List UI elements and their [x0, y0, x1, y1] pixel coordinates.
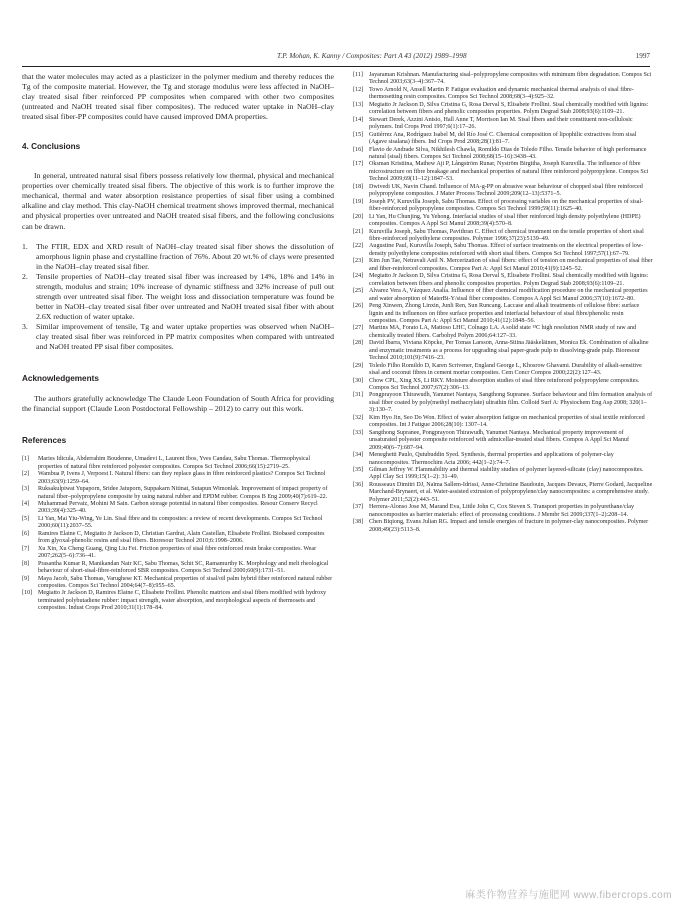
- reference-text: Herrera-Alonso Jose M, Marand Eva, Little John C, Cox Steven S. Transport properties in polyurethane/clay nanocomposites as barrier materials: effect of processing conditions. J Membr Sci 2009;337(1–2):208–14.: [369, 504, 635, 518]
- reference-text: Maries Idicula, Abderrahim Boudenne, Umadevi L, Laurent Ibos, Yves Candau, Sabu Thomas. Thermophysical properties of natural fibre reinforced polyester composites. Compos Sci Technol 2006;66(15):2719–25.: [38, 456, 311, 470]
- reference-entry: [22, 546, 334, 561]
- reference-text: Megiatto Jr Jackson D, Silva Cristina G, Rosa Derval S, Elisabete Frollini. Sisal chemically modified with lignins: correlation between fibers and phenolic composites properties. Polym Degrad Stab 2008;93(6):1109–21.: [369, 273, 649, 287]
- reference-text: Alvarez Vera A, Vázquez Analía. Influence of fiber chemical modification procedure on the mechanical properties and water absorption of MaterBi-Y/sisal fiber composites. Compos A Appl Sci Manuf 2006;37(10):1672–80.: [369, 288, 648, 302]
- reference-entry: [353, 273, 653, 288]
- reference-number: [14]: [353, 116, 364, 123]
- reference-text: Peng Xinwen, Zhong Linxin, Junli Ren, Sun Runcang. Laccase and alkali treatments of cellulose fibre: surface lignin and its influences on fibre surface properties and interfacial behaviour of sisal fibre/phenolic resin composites. Compos Part A: Appl Sci Manuf 2010;41(12):1848–56.: [369, 303, 640, 324]
- reference-entry: [22, 531, 334, 546]
- reference-entry: [353, 378, 653, 393]
- reference-entry: [353, 415, 653, 430]
- reference-entry: [353, 87, 653, 102]
- reference-entry: [22, 501, 334, 516]
- conclusion-item: [22, 272, 334, 322]
- reference-entry: [22, 486, 334, 501]
- reference-entry: [22, 576, 334, 591]
- conclusion-number: 1.: [22, 241, 28, 251]
- reference-number: [9]: [22, 575, 30, 582]
- reference-entry: [353, 102, 653, 117]
- reference-number: [8]: [22, 560, 30, 567]
- reference-number: [1]: [22, 456, 30, 463]
- reference-text: Prasantha Kumar R, Manikandan Nair KC, Sabu Thomas, Schit SC, Ramamurthy K. Morphology and melt rheological behaviour of short-sisal-fibre-reinforced SBR composites. Compos Sci Technol 2000;60(9):1731–51.: [38, 560, 329, 575]
- conclusion-item: [22, 322, 334, 352]
- reference-entry: [353, 519, 653, 534]
- reference-entry: [353, 392, 653, 414]
- reference-text: Gutiérrez Ana, Rodríguez Isabel M, del Río José C. Chemical composition of lipophilic extractives from sisal (Agave sisalana) fibers. Ind Crops Prod 2008;28(1):81–7.: [369, 131, 637, 146]
- reference-entry: [353, 214, 653, 229]
- reference-number: [19]: [353, 198, 364, 205]
- reference-number: [3]: [22, 486, 30, 493]
- reference-entry: [22, 590, 334, 612]
- reference-entry: [353, 258, 653, 273]
- reference-entry: [353, 340, 653, 362]
- reference-number: [15]: [353, 131, 364, 138]
- reference-number: [35]: [353, 467, 364, 474]
- reference-text: Pongprayoon Thirawudh, Yanumet Nantaya, Sangthong Supranee. Surface behaviour and film formation analysis of sisal fiber coated by poly(methyl methacrylate) ultrathin film. Colloid Surf A: Physiochem Eng Asp 2008; 320(1–3):130–7.: [369, 392, 653, 414]
- reference-number: [30]: [353, 377, 364, 384]
- reference-text: Stewart Derek, Azzini Anisio, Hall Anne T, Morrison Ian M. Sisal fibers and their constituent non-cellulosic polymers. Ind Crops Prod 1997;6(1):17–26.: [369, 116, 633, 131]
- reference-number: [36]: [353, 481, 364, 488]
- reference-number: [11]: [353, 72, 363, 78]
- reference-number: [16]: [353, 146, 364, 153]
- conclusions-heading: 4. Conclusions: [22, 142, 81, 152]
- reference-text: Toledo Filho Romildo D, Karen Scrivener, England George L, Khosrow Ghavami. Durability of alkali-sensitive sisal and coconut fibres in cement mortar composites. Cem Concr Compos 2000;22(2):127–43.: [369, 362, 642, 377]
- reference-entry: [353, 504, 653, 519]
- reference-number: [20]: [353, 213, 364, 220]
- reference-number: [29]: [353, 362, 364, 369]
- page-number: 1997: [635, 52, 650, 60]
- reference-entry: [353, 430, 653, 452]
- reference-text: Maya Jacob, Sabu Thomas, Varughese KT. Mechanical properties of sisal/oil palm hybrid fiber reinforced natural rubber composites. Compos Sci Technol 2004;64(7–8):955–65.: [38, 575, 333, 589]
- reference-number: [27]: [353, 325, 364, 332]
- reference-number: [6]: [22, 530, 30, 537]
- reference-entry: [353, 184, 653, 199]
- reference-text: Kuruvilla Joseph, Sabu Thomas, Pavithran C. Effect of chemical treatment on the tensile properties of short sisal fibre-reinforced polyethylene composites. Polymer 1996;37(23):5139–49.: [369, 228, 644, 242]
- reference-text: Joseph PV, Kuruvilla Joseph, Sabu Thomas. Effect of processing variables on the mechanical properties of sisal-fiber-reinforced polypropylene composites. Compos Sci Technol 1999;59(11):1625–40.: [369, 198, 644, 213]
- reference-entry: [22, 456, 334, 471]
- reference-number: [23]: [353, 258, 364, 265]
- watermark: 麻类作物营养与施肥网 www.fibercrops.com: [465, 890, 672, 901]
- conclusions-list: [22, 242, 334, 353]
- reference-number: [13]: [353, 101, 364, 108]
- reference-text: Wambua P, Ivens J, Verpoest I. Natural fibers: can they replace glass in fibre reinforced plastics? Compos Sci Technol 2003;63(9):1259–64.: [38, 471, 326, 485]
- conclusion-number: 2.: [22, 271, 28, 281]
- conclusion-item: [22, 242, 334, 272]
- reference-text: Rousseaux Dimitri DJ, Naïma Sallem-Idrissi, Anne-Christine Baudouin, Jacques Devaux, Pierre Godard, Jacqueline Marchand-Brynaert, et al. Water-assisted extrusion of polypropylene/clay nanocomposites: a comprehensive study. Polymer 2011;52(2):443–51.: [369, 481, 653, 503]
- reference-number: [28]: [353, 340, 364, 347]
- conclusion-number: 3.: [22, 321, 28, 331]
- reference-entry: [353, 482, 653, 504]
- reference-text: Meneghetti Paulo, Qutubuddin Syed. Synthesis, thermal properties and applications of polymer-clay nanocomposites. Thermochim Acta 2006; 442(1–2):74–7.: [369, 452, 614, 466]
- references-list-right: [353, 72, 653, 534]
- intro-paragraph: that the water molecules may acted as a plasticizer in the polymer medium and thereby reduces the Tg of the composite material. However, the Tg and storage modulus were less affected in NaOH–clay treated sisal fiber reinforced PP composites when compared with other two composites (untreated and NaOH treated sisal fiber composites). The reduced water uptake in NaOH–clay treated sisal fiber-PP composites could have caused improved DMA properties.: [22, 72, 334, 122]
- reference-number: [2]: [22, 471, 30, 478]
- reference-entry: [22, 561, 334, 576]
- reference-entry: [353, 363, 653, 378]
- reference-text: Dwivedi UK, Navin Chand. Influence of MA-g-PP on abrasive wear behaviour of chopped sisal fibre reinforced polypropylene composites. J Mater Process Technol 2009;209(12–13):5371–5.: [369, 183, 643, 198]
- reference-text: Kim Hyo Jin, Seo Do Won. Effect of water absorption fatigue on mechanical properties of sisal textile reinforced composites. Int J Fatigue 2006;28(10): 1307–14.: [369, 414, 645, 429]
- reference-entry: [353, 325, 653, 340]
- conclusion-text: The FTIR, EDX and XRD result of NaOH–clay treated sisal fiber shows the dissolution of amorphous lignin phase and crystalline fraction of 76%. About 20 wt.% of clays were presented in the NaOH–clay treated sisal fiber.: [36, 241, 334, 271]
- reference-entry: [353, 72, 653, 87]
- references-list-left: [22, 456, 334, 613]
- conclusion-text: Tensile properties of NaOH–clay treated sisal fiber was increased by 14%, 18% and 14% in strength, modulus and strain; 10% increase of dynamic stiffness and 32% increase of pull out strength over untreated sisal fiber. The weight loss and dissociation temperature was found be better in NaOH–clay treated sisal fiber over untreated and NaOH treated sisal fiber with about 2.6X reduction of water uptake.: [36, 271, 334, 321]
- reference-number: [32]: [353, 414, 364, 421]
- reference-number: [12]: [353, 86, 364, 93]
- reference-number: [25]: [353, 288, 364, 295]
- reference-number: [38]: [353, 519, 364, 526]
- reference-entry: [353, 452, 653, 467]
- reference-number: [21]: [353, 228, 364, 235]
- acknowledgements-text: The authors gratefully acknowledge The Claude Leon Foundation of South Africa for providing the financial support (Claude Leon Postdoctoral Fellowship – 2012) to carry out this work.: [22, 394, 334, 414]
- reference-entry: [353, 243, 653, 258]
- reference-text: Martins MA, Forato LA, Mattoso LHC, Colnago LA. A solid state ¹³C high resolution NMR study of raw and chemically treated fibers. Carbohyd Polym 2006;64:127–33.: [369, 325, 637, 339]
- reference-text: Megiatto Jr Jackson D, Ramires Elaine C, Elisabete Frollini. Phenolic matrices and sisal fibers modified with hydroxy terminated polybutadiene rubber: impact strength, water absorption, and morphological aspects of thermosets and composites. Indust Crops Prod 2010;31(1):178–84.: [38, 590, 327, 612]
- reference-text: Xu Xin, Xu Cheng Guang, Qing Liu Fei. Friction properties of sisal fibre reinforced resin brake composites. Wear 2007;262(5–6):736–41.: [38, 545, 317, 560]
- reference-text: Kim Jun Tae, Netravali Anil N. Mercerization of sisal fibers: effect of tension on mechanical properties of sisal fiber and fiber-reinforced composites. Compos Part A: Appl Sci Manuf 2010;41(9):1245–52.: [369, 258, 653, 272]
- reference-number: [4]: [22, 500, 30, 507]
- reference-number: [17]: [353, 161, 364, 168]
- reference-text: Li Yan, Mai Yiu-Wing, Ye Lin. Sisal fibre and its composites: a review of recent developments. Compos Sci Technol 2000;60(11):2037–55.: [38, 515, 323, 530]
- reference-text: Sangthong Supranee, Pongprayoon Thirawudh, Yanumet Nantaya. Mechanical property improvement of unsaturated polyester composite reinforced with admicellar-treated sisal fibers. Compos A Appl Sci Manuf 2009;40(6–7):687–94.: [369, 429, 629, 451]
- references-heading: References: [22, 436, 67, 446]
- reference-number: [5]: [22, 515, 30, 522]
- running-header: [22, 52, 650, 66]
- reference-number: [33]: [353, 429, 364, 436]
- reference-text: Chow CPL, Xing XS, Li RKY. Moisture absorption studies of sisal fibre reinforced polypropylene composites. Compos Sci Technol 2007;67(2):306–13.: [369, 377, 640, 392]
- reference-text: Augustine Paul, Kuruvilla Joseph, Sabu Thomas. Effect of surface treatments on the electrical properties of low-density polyethylene composites reinforced with short sisal fibers. Compos Sci Technol 1997;57(1):67–79.: [369, 243, 644, 257]
- left-column: [22, 72, 334, 613]
- reference-entry: [353, 161, 653, 183]
- reference-text: Flavio de Andrade Silva, Nikhilesh Chawla, Romildo Dias de Toledo Filho. Tensile behavior of high performance natural (sisal) fibers. Compos Sci Technol 2008;68(15–16):3438–43.: [369, 146, 647, 160]
- reference-text: Gilman Jeffrey W. Flammability and thermal stability studies of polymer layered-silicate (clay) nanocomposites. Appl Clay Sci 1999;15(1–2): 31–49.: [369, 467, 644, 481]
- reference-entry: [353, 288, 653, 303]
- reference-number: [26]: [353, 303, 364, 310]
- reference-text: Oksman Kristiina, Mathew Aji P, Långström Runar, Nyström Birgitha, Joseph Kuruvilla. The influence of fibre microstructure on fibre breakage and mechanical properties of natural fibre reinforced polypropylene. Compos Sci Technol 2009;69(11–12):1847–53.: [369, 161, 649, 183]
- reference-text: Ruksakulpiwat Yupaporn, Sridee Jatuporn, Suppakarn Nitinat, Sutapun Wimonlak. Improvement of impact property of natural fiber–polypropylene composite by using natural rubber and EPDM rubber. Compos B Eng 2009;40(7):619–22.: [38, 486, 328, 500]
- reference-entry: [353, 117, 653, 132]
- running-title: T.P. Mohan, K. Kanny / Composites: Part A 43 (2012) 1989–1998: [277, 52, 467, 60]
- reference-text: Ramires Elaine C, Megiatto Jr Jackson D, Christian Gardrat, Alain Castellan, Elisabete Frollini. Biobased composites from glyoxal-phenolic resins and sisal fibers. Bioresour Technol 2010;6:1998–2006.: [38, 530, 325, 545]
- reference-text: Chen Biqiong, Evans Julian RG. Impact and tensile energies of fracture in polymer-clay nanocomposites. Polymer 2008;49(23):5113–8.: [369, 519, 649, 533]
- reference-text: David Ibarra, Viviana Köpcke, Per Tomas Larsson, Anna-Stiina Jääskeläinen, Monica Ek. Combination of alkaline and enzymatic treatments as a process for upgrading sisal paper-grade pulp to dissolving-grade pulp. Bioresour Technol 2010;101(9):7416–23.: [369, 340, 649, 362]
- conclusions-paragraph: In general, untreated natural sisal fibers possess relatively low thermal, physical and mechanical properties over chemically treated sisal fibers. The objective of this work is to further improve the mechanical, thermal and water absorption resistance properties of sisal fiber using a combined alkaline and clay method. This clay-NaOH chemical treatment shows improved thermal, mechanical and physical properties over untreated and NaOH treated sisal fibers, and the following conclusions can be drawn.: [22, 171, 334, 231]
- reference-text: Jayaraman Krishnan. Manufacturing sisal–polypropylene composites with minimum fibre degradation. Compos Sci Technol 2003;63(3–4):367–74.: [369, 72, 652, 86]
- reference-number: [24]: [353, 273, 364, 280]
- conclusion-text: Similar improvement of tensile, Tg and water uptake properties was observed when NaOH–clay treated sisal fiber was reinforced in PP matrix composites when compared with untreated and NaOH treated PP sisal fiber composites.: [36, 321, 334, 352]
- reference-entry: [353, 229, 653, 244]
- reference-text: Li Yan, Hu Chunjing, Yu Yehong. Interfacial studies of sisal fiber reinforced high density polyethylene (HDPE) composites. Compos A Appl Sci Manuf 2008;39(4):570–8.: [369, 213, 641, 228]
- reference-number: [37]: [353, 504, 364, 511]
- reference-entry: [353, 467, 653, 482]
- reference-number: [18]: [353, 183, 364, 190]
- reference-number: [22]: [353, 243, 364, 250]
- reference-number: [34]: [353, 452, 364, 459]
- reference-entry: [353, 147, 653, 162]
- reference-number: [10]: [22, 590, 33, 597]
- reference-entry: [353, 199, 653, 214]
- reference-text: Muhammad Pervaiz, Mohini M Sain. Carbon storage potential in natural fiber composites. Resour Conserv Recycl 2003;39(4):325–40.: [38, 500, 318, 515]
- reference-text: Megiatto Jr Jackson D, Silva Cristina G, Rosa Derval S, Elisabete Frollini. Sisal chemically modified with lignins: correlation between fibers and phenolic composites properties. Polym Degrad Stab 2008;93(6):1109–21.: [369, 101, 649, 116]
- reference-text: Towo Arnold N, Ansell Martin P. Fatigue evaluation and dynamic mechanical thermal analysis of sisal fibre-thermosetting resin composites. Compos Sci Technol 2008;68(3–4):925–32.: [369, 86, 634, 101]
- reference-entry: [22, 471, 334, 486]
- reference-number: [31]: [353, 392, 364, 399]
- reference-entry: [22, 516, 334, 531]
- reference-entry: [353, 303, 653, 325]
- reference-number: [7]: [22, 545, 30, 552]
- acknowledgements-heading: Acknowledgements: [22, 374, 99, 384]
- header-rule: [22, 66, 650, 67]
- reference-entry: [353, 132, 653, 147]
